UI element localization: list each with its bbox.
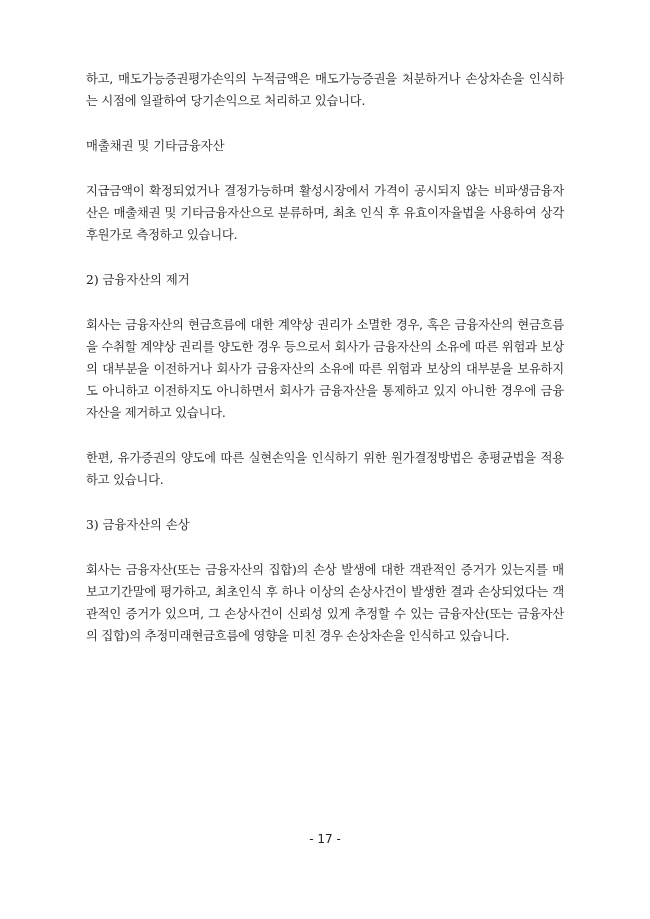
page-number: - 17 - [309, 832, 341, 846]
paragraph-available-for-sale: 하고, 매도가능증권평가손익의 누적금액은 매도가능증권을 처분하거나 손상차손을 인식하는 시점에 일괄하여 당기손익으로 처리하고 있습니다. [86, 72, 564, 108]
heading-derecognition: 2) 금융자산의 제거 [86, 273, 190, 287]
paragraph-cost-method: 한편, 유가증권의 양도에 따른 실현손익을 인식하기 위한 원가결정방법은 총평균법을 적용하고 있습니다. [86, 451, 564, 487]
heading-impairment: 3) 금융자산의 손상 [86, 518, 190, 532]
document-body [86, 68, 564, 647]
paragraph-receivables: 지급금액이 확정되었거나 결정가능하며 활성시장에서 가격이 공시되지 않는 비파생금융자산은 매출채권 및 기타금융자산으로 분류하며, 최초 인식 후 유효이자율법을 사용하여 상각후원가로 측정하고 있습니다. [86, 184, 564, 242]
heading-receivables: 매출채권 및 기타금융자산 [86, 139, 225, 153]
paragraph-impairment: 회사는 금융자산(또는 금융자산의 집합)의 손상 발생에 대한 객관적인 증거가 있는지를 매 보고기간말에 평가하고, 최초인식 후 하나 이상의 손상사건이 발생한 결과 손상되었다는 객관적인 증거가 있으며, 그 손상사건이 신뢰성 있게 추정할 수 있는 금융자산(또는 금융자산의 집합)의 추정미래현금흐름에 영향을 미친 경우 손상차손을 인식하고 있습니다. [86, 563, 564, 643]
paragraph-derecognition: 회사는 금융자산의 현금흐름에 대한 계약상 권리가 소멸한 경우, 혹은 금융자산의 현금흐름을 수취할 계약상 권리를 양도한 경우 등으로서 회사가 금융자산의 소유에 따른 위험과 보상의 대부분을 이전하거나 회사가 금융자산의 소유에 따른 위험과 보상의 대부분을 보유하지도 아니하고 이전하지도 아니하면서 회사가 금융자산을 통제하고 있지 아니한 경우에 금융자산을 제거하고 있습니다. [86, 318, 564, 420]
